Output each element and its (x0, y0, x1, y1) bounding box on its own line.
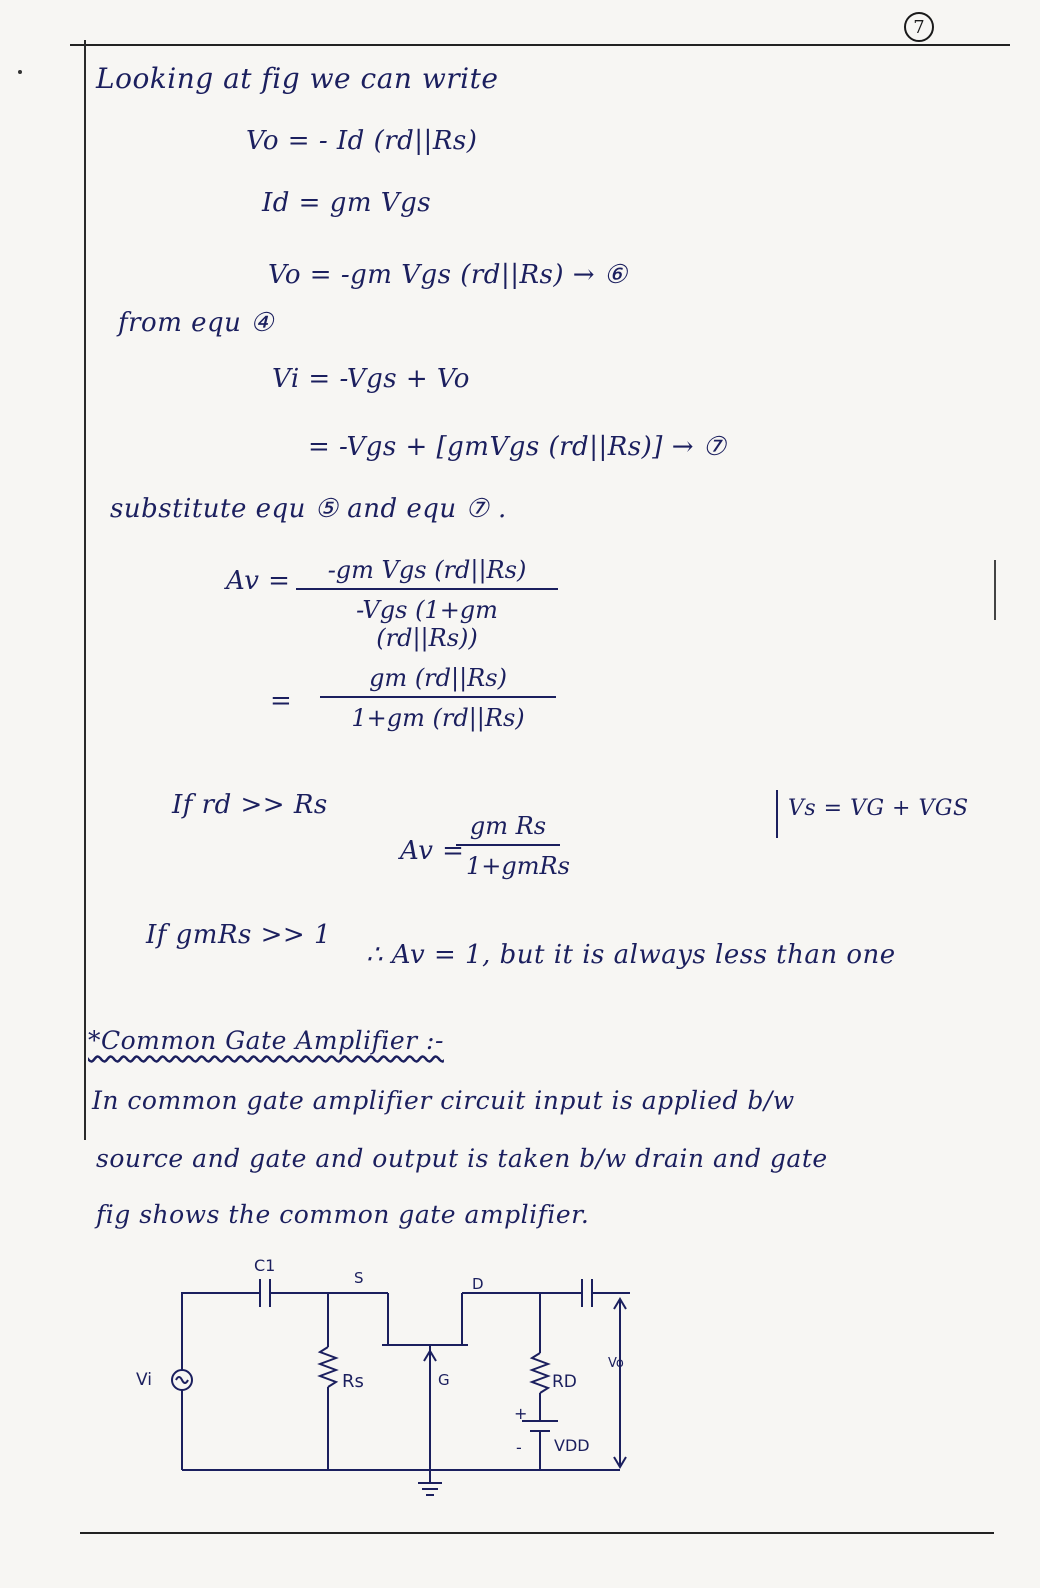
label-plus: + (514, 1404, 528, 1423)
ac-wave-icon (176, 1377, 188, 1383)
label-minus: - (516, 1438, 522, 1457)
av-denominator-3: 1+gmRs (466, 852, 570, 880)
paragraph-line-2: source and gate and output is taken b/w drain and gate (96, 1144, 828, 1173)
equation-id: Id = gm Vgs (262, 188, 432, 218)
av-numerator-2: gm (rd||Rs) (320, 664, 556, 698)
av-label: Av = (226, 566, 291, 596)
right-margin-mark (994, 560, 996, 620)
label-s: S (354, 1269, 364, 1287)
condition-rd: If rd >> Rs (172, 790, 328, 820)
av-fraction-3 (456, 812, 570, 880)
resistor-rd (532, 1353, 548, 1393)
substitute-line: substitute equ ⑤ and equ ⑦ . (110, 494, 507, 524)
av-fraction-1 (296, 556, 558, 652)
page-number (904, 12, 934, 42)
equals-sign: = (270, 686, 293, 716)
label-d: D (472, 1275, 484, 1293)
av3-label: Av = (400, 836, 465, 866)
label-vi: Vi (136, 1370, 152, 1390)
label-c1: C1 (254, 1256, 276, 1275)
condition-gm: If gmRs >> 1 (146, 920, 332, 950)
wire-input-top (182, 1293, 260, 1370)
equation-vi-2: = -Vgs + [gmVgs (rd||Rs)] → ⑦ (308, 432, 727, 462)
paragraph-line-1: In common gate amplifier circuit input is applied b/w (92, 1086, 795, 1115)
av-denominator-2: 1+gm (rd||Rs) (351, 704, 525, 732)
page-number-text: 7 (913, 16, 925, 38)
side-note-bar (776, 790, 778, 838)
av-fraction-2 (320, 664, 556, 732)
from-equation-line: from equ ④ (118, 308, 274, 338)
common-gate-heading: *Common Gate Amplifier :- (88, 1026, 444, 1055)
av-numerator-3: gm Rs (456, 812, 560, 846)
intro-line: Looking at fig we can write (96, 62, 499, 95)
common-gate-circuit-diagram (120, 1255, 680, 1515)
paragraph-line-3: fig shows the common gate amplifier. (96, 1200, 590, 1229)
label-vdd: VDD (554, 1436, 590, 1455)
bottom-rule (80, 1532, 994, 1534)
av-denominator-1: -Vgs (1+gm (rd||Rs)) (356, 596, 498, 652)
margin-dot (18, 70, 22, 74)
label-rs: Rs (342, 1371, 364, 1392)
equation-vo-2: Vo = -gm Vgs (rd||Rs) → ⑥ (268, 260, 628, 290)
label-vo: Vo (608, 1356, 624, 1371)
top-rule (70, 44, 1010, 46)
margin-line (84, 40, 86, 1140)
resistor-rs (320, 1347, 336, 1387)
av-numerator-1: -gm Vgs (rd||Rs) (296, 556, 558, 590)
label-g: G (438, 1371, 450, 1389)
label-rd: RD (552, 1372, 577, 1392)
conclusion-line: ∴ Av = 1, but it is always less than one (366, 940, 896, 970)
equation-vo: Vo = - Id (rd||Rs) (246, 126, 478, 156)
side-note: Vs = VG + VGS (788, 796, 969, 821)
equation-vi: Vi = -Vgs + Vo (272, 364, 470, 394)
